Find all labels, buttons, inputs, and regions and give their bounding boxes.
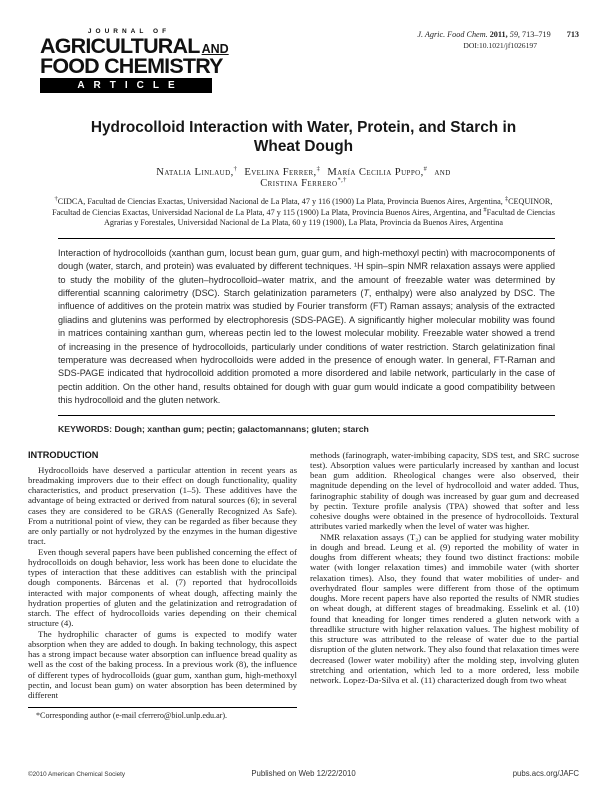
author-affil-marker: †: [233, 165, 238, 173]
right-column: [310, 450, 579, 721]
abstract-top-rule: [58, 238, 555, 239]
doi-text: DOI:10.1021/jf1026197: [463, 41, 537, 50]
logo-agricultural-text: AGRICULTURAL: [40, 34, 200, 58]
author: [260, 178, 347, 189]
article-title: Hydrocolloid Interaction with Water, Protein, and Starch in Wheat Dough: [90, 119, 517, 155]
corresponding-author-footnote: *Corresponding author (e-mail cferrero@biol.unlp.edu.ar).: [28, 707, 297, 720]
author-affil-marker: #: [423, 165, 428, 173]
journal-logo: [40, 28, 229, 93]
affiliations: [51, 197, 556, 229]
author: [156, 167, 237, 178]
citation-journal: J. Agric. Food Chem.: [417, 30, 488, 39]
keywords-line: KEYWORDS: Dough; xanthan gum; pectin; galactomannans; gluten; starch: [58, 423, 369, 434]
copyright-text: ©2010 American Chemical Society: [28, 771, 126, 778]
page-number: 713: [566, 30, 579, 39]
author-name: Natalia Linlaud,: [156, 167, 234, 178]
citation-volume: 59,: [509, 30, 520, 39]
affil-marker: †: [54, 195, 58, 203]
abstract-part-1: Interaction of hydrocolloids (xanthan gum, locust bean gum, guar gum, and high-methoxyl pectin) with macrocomponents of dough (water, starch, and protein) was evaluated by different techniques. ¹H spin–spin NMR relaxation assays were applied to study the mobility of the gluten–hydrocolloid–water matrix, and the amount of freezable water was determined by differential scanning calorimetry (DSC). Starch gelatinization parameters (: [58, 247, 555, 298]
logo-line-food-chemistry: FOOD CHEMISTRY: [40, 53, 223, 78]
abstract-part-2: , enthalpy) were also analyzed by DSC. The influence of additives on the protein matrix was studied by Fourier transform (FT) Raman assays; analysis of the extracted gliadins and glutenins was performed by electrophoresis (SDS-PAGE). A significantly higher molecular mobility was found in matrices containing xanthan gum, whereas pectin led to the lowest molecular mobility. Freezable water showed a trend of increasing in the presence of hydrocolloids, particularly under conditions of water restriction. Starch gelatinization final temperature was decreased when hydrocolloids were added in the presence of enough water. In general, FT-Raman and SDS-PAGE indicated that hydrocolloid addition promoted a more disordered and labile network, particularly in the case of pectin addition. On the other hand, results obtained for dough with guar gum would indicate a good compatibility between this hydrocolloid and the gluten network.: [58, 288, 555, 406]
logo-line-agricultural: [40, 34, 229, 58]
intro-paragraph-3: The hydrophilic character of gums is expected to modify water absorption when they are added to dough. In baking technology, this aspect has a strong impact because water absorption can influence bread quality as well as the cost of the baking process. In a previous work (8), the influence of different types of hydrocolloids (guar gum, xanthan gum, high-methoxyl pectin, and locust bean gum) on water absorption has been determined by different: [28, 628, 297, 701]
publisher-url: pubs.acs.org/JAFC: [512, 769, 580, 778]
citation-pages: 713–719: [522, 30, 551, 39]
author-conjunction: and: [434, 167, 451, 178]
abstract-section: [58, 238, 555, 434]
abstract-italic-term: T: [363, 288, 369, 298]
intro-paragraph-4: NMR relaxation assays (T₂) can be applied for studying water mobility in dough and bread. Leung et al. (9) reported the mobility of water in doughs from different wheats; they found two distinct fractions: mobile water (with longer relaxation times) and immobile water (with shorter relaxation times). Also, they found that water mobilities of under- and overhydrated flour samples were different from those of the optimum doughs. More recent papers have also reported the results of NMR studies on wheat dough, at different stages of breadmaking. Esselink et al. (10) found that kneading for longer times rendered a gluten network with a threadlike structure with higher relaxation values. The highest mobility of this structure was attributed to the release of water due to the partial disruption of the gluten network. They also found that relaxation times were decreased (lower water mobility) after the molding step, involving gluten stretching and orientation, which led to a more ordered, less mobile network. Lopez-Da-Silva et al. (11) characterized dough from two wheat: [310, 531, 579, 686]
introduction-heading: INTRODUCTION: [28, 449, 99, 460]
author-name: Evelina Ferrer,: [244, 167, 317, 178]
affil-text: CEQUINOR, Facultad de Ciencias Exactas, Universidad Nacional de La Plata, 47 y 115 (1900) La Plata, Provincia Buenos Aires, Argentina, and: [52, 197, 553, 217]
intro-paragraph-3-continued: methods (farinograph, water-imbibing capacity, SDS test, and SRC sucrose test). Absorption values were particularly increased by xanthan and locust bean gum addition. Rheological changes were also observed, their magnitude depending on the level of hydrocolloid and water added. Thus, farinographic stability of dough was increased by guar gum and decreased by pectin. Texture profile analysis (TPA) showed that softer and less cohesive doughs were obtained in the presence of hydrocolloids. Textural attributes varied markedly when the level of water was higher.: [310, 449, 579, 532]
page-footer: [28, 769, 579, 778]
affil-marker: ‡: [504, 195, 509, 203]
affil-text: Facultad de Ciencias Agrarias y Forestales, Universidad Nacional de La Plata, 60 y 119 (1900), La Plata, Provincia da Buenos Aires, Argentina: [103, 207, 555, 228]
article-body: [28, 450, 579, 721]
journal-of-label: JOURNAL OF: [87, 28, 171, 35]
author-affil-marker: *,†: [337, 176, 347, 184]
author-name: Cristina Ferrero: [260, 178, 338, 189]
citation-block: [417, 30, 579, 50]
authors-line-1: [28, 167, 579, 178]
page-header: [28, 28, 579, 106]
left-column: [28, 450, 297, 721]
intro-paragraph-1: Hydrocolloids have deserved a particular attention in recent years as breadmaking improvers due to their effect on dough functionality, quality characteristics, and product preservation (1–5). These additives have the advantage of being extracted or derived from natural sources (6); in several cases they are considered to be GRAS (Generally Recognized As Safe). From a nutritional point of view, they can be regarded as fiber because they are only partially or not hydrolyzed by the enzymes in the human digestive tract.: [28, 464, 297, 547]
author: [244, 167, 320, 178]
author-affil-marker: ‡: [316, 165, 321, 173]
intro-paragraph-2: Even though several papers have been published concerning the effect of hydrocolloids on dough behavior, less work has been done to elucidate the types of interaction that these additives can establish with the principal dough components. Bárcenas et al. (7) reported that hydrocolloids interacted with major components of wheat dough, affecting mainly the hydration properties of gluten and the gelatinization and retrogradation of starch. The effect of hydrocolloids varies depending on their chemical structure (4).: [28, 546, 297, 629]
article-banner: ARTICLE: [40, 78, 212, 93]
published-date: Published on Web 12/22/2010: [251, 769, 356, 778]
author-list: [28, 167, 579, 189]
abstract-text: [58, 247, 555, 408]
keywords-rule: [58, 415, 555, 416]
author-name: María Cecilia Puppo,: [327, 167, 424, 178]
affil-text: CIDCA, Facultad de Ciencias Exactas, Universidad Nacional de La Plata, 47 y 116 (1900) La Plata, Provincia Buenos Aires, Argentina,: [57, 197, 505, 206]
affil-marker: #: [483, 205, 487, 213]
logo-and-text: AND: [201, 42, 229, 56]
citation-line: [417, 30, 579, 39]
authors-line-2: [28, 178, 579, 189]
citation-year: 2011,: [489, 30, 508, 39]
